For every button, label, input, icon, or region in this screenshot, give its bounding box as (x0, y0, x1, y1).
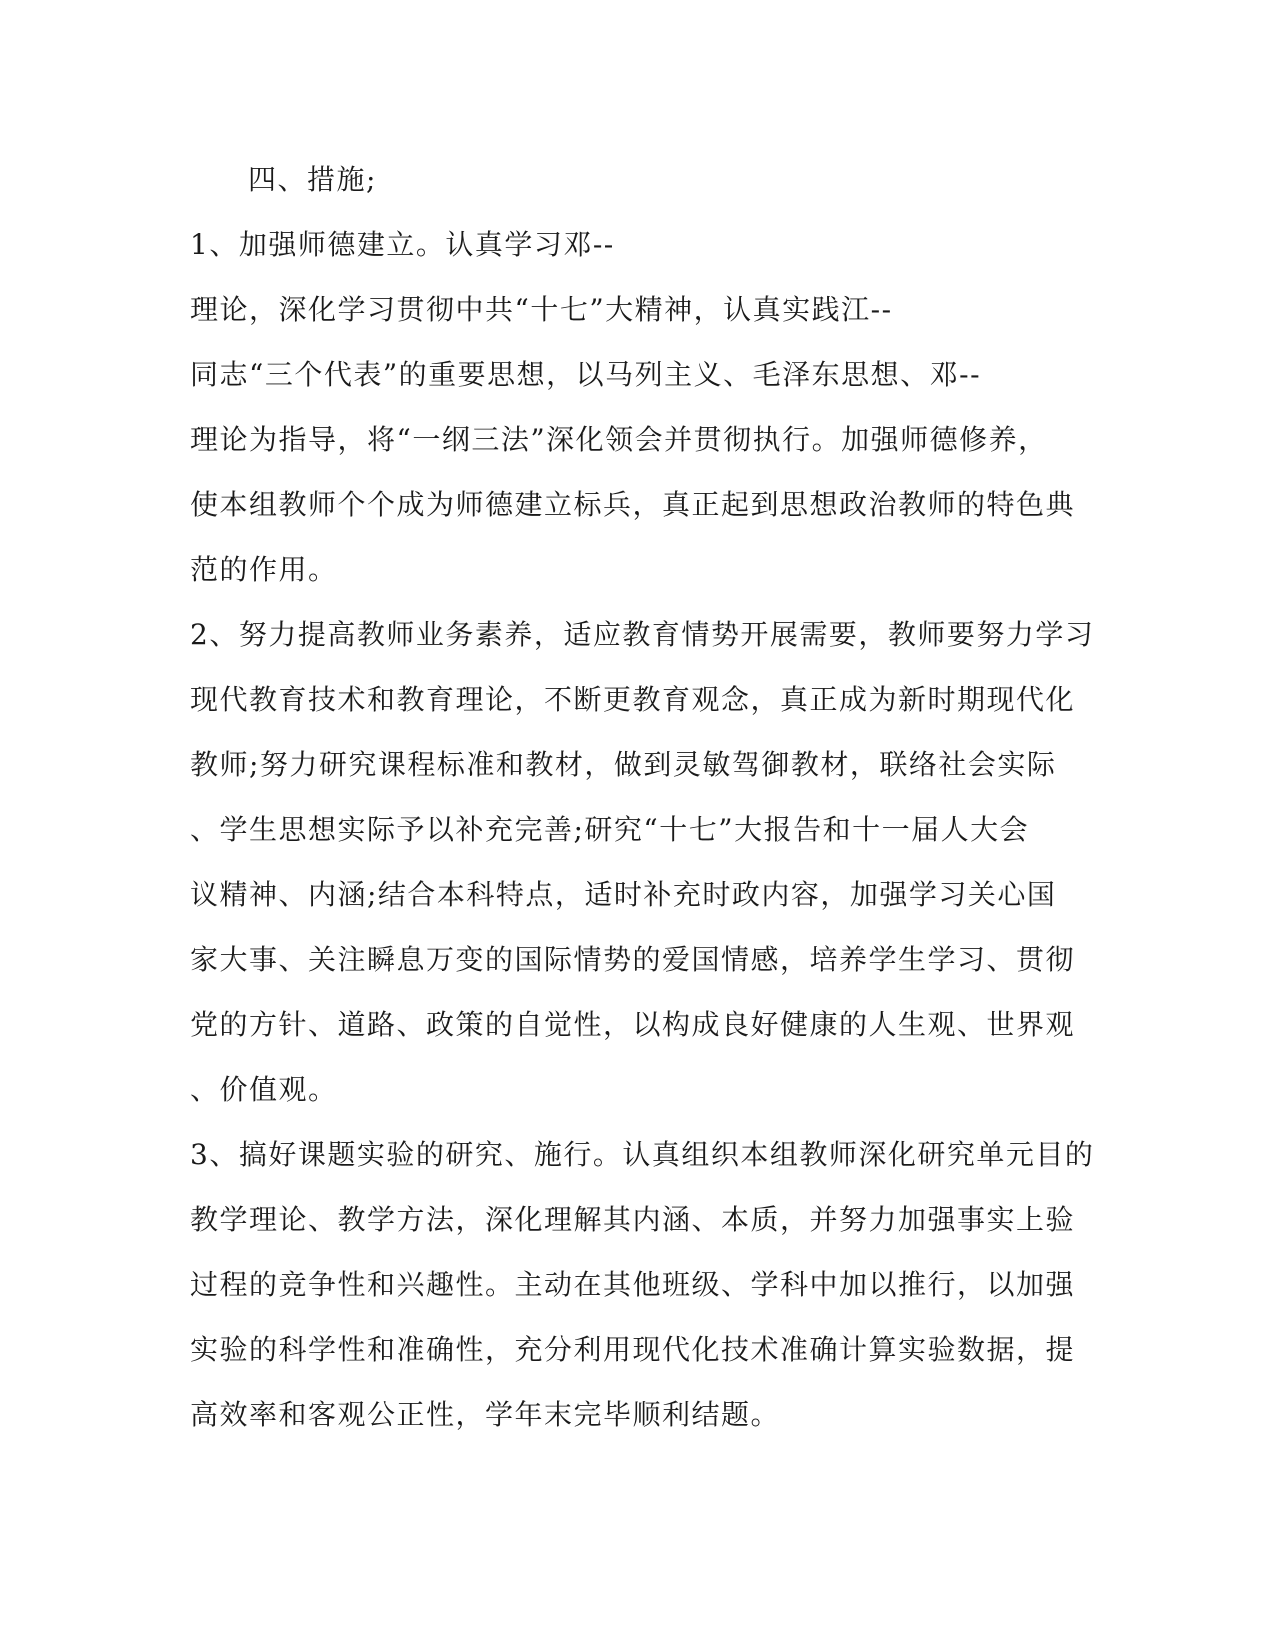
text-line: 议精神、内涵;结合本科特点，适时补充时政内容，加强学习关心国 (190, 878, 1057, 911)
text-line: 家大事、关注瞬息万变的国际情势的爱国情感，培养学生学习、贯彻 (190, 943, 1076, 976)
text-line: 教师;努力研究课程标准和教材，做到灵敏驾御教材，联络社会实际 (190, 748, 1057, 781)
text-line: 使本组教师个个成为师德建立标兵，真正起到思想政治教师的特色典 (190, 488, 1076, 521)
text-line: 3、搞好课题实验的研究、施行。认真组织本组教师深化研究单元目的 (190, 1138, 1095, 1171)
text-line: 、学生思想实际予以补充完善;研究“十七”大报告和十一届人大会 (190, 813, 1030, 846)
text-line: 实验的科学性和准确性，充分利用现代化技术准确计算实验数据，提 (190, 1333, 1076, 1366)
text-line: 理论，深化学习贯彻中共“十七”大精神，认真实践江-- (190, 293, 893, 326)
document-body (190, 159, 1095, 1459)
text-line: 党的方针、道路、政策的自觉性，以构成良好健康的人生观、世界观 (190, 1008, 1076, 1041)
text-line: 过程的竞争性和兴趣性。主动在其他班级、学科中加以推行，以加强 (190, 1268, 1076, 1301)
section-heading: 四、措施; (248, 163, 377, 196)
text-line: 2、努力提高教师业务素养，适应教育情势开展需要，教师要努力学习 (190, 618, 1095, 651)
text-line: 高效率和客观公正性，学年末完毕顺利结题。 (190, 1398, 781, 1431)
text-line: 1、加强师德建立。认真学习邓-- (190, 228, 615, 261)
text-line: 同志“三个代表”的重要思想，以马列主义、毛泽东思想、邓-- (190, 358, 982, 391)
text-line: 理论为指导，将“一纲三法”深化领会并贯彻执行。加强师德修养， (190, 423, 1048, 456)
text-line: 教学理论、教学方法，深化理解其内涵、本质，并努力加强事实上验 (190, 1203, 1076, 1236)
text-line: 现代教育技术和教育理论，不断更教育观念，真正成为新时期现代化 (190, 683, 1076, 716)
text-line: 、价值观。 (190, 1073, 338, 1106)
text-line: 范的作用。 (190, 553, 338, 586)
